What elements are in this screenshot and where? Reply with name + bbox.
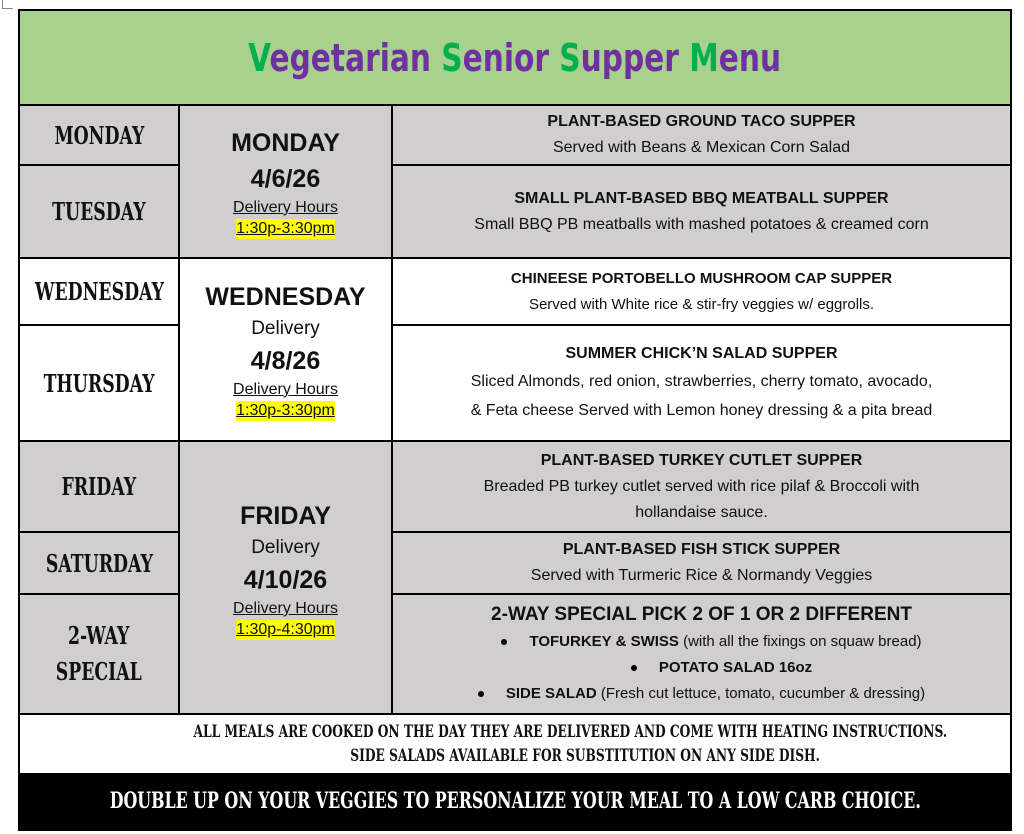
bullet-icon	[478, 691, 484, 697]
bullet-icon	[501, 639, 507, 645]
menu-table	[18, 9, 1012, 831]
special-item: TOFURKEY & SWISS (with all the fixings on squaw bread)	[501, 629, 921, 655]
day-monday: MONDAY	[20, 106, 180, 166]
delivery-day: WEDNESDAY	[205, 282, 366, 311]
delivery-label: Delivery	[251, 317, 320, 339]
delivery-hours-label: Delivery Hours	[233, 599, 338, 617]
document-corner-mark	[2, 0, 13, 9]
delivery-hours-label: Delivery Hours	[233, 198, 338, 216]
meal-friday	[393, 442, 1010, 533]
delivery-date: 4/6/26	[250, 164, 321, 193]
meal-wednesday	[393, 259, 1010, 326]
delivery-label: Delivery	[251, 536, 320, 558]
day-friday: FRIDAY	[20, 442, 180, 533]
meal-2way-special	[393, 595, 1010, 715]
title-rest-4: enu	[719, 35, 782, 80]
delivery-hours-label: Delivery Hours	[233, 380, 338, 398]
day-tuesday: TUESDAY	[20, 166, 180, 259]
title-cap-4: M	[689, 35, 720, 80]
meal-title: SMALL PLANT-BASED BBQ MEATBALL SUPPER	[514, 189, 889, 207]
special-item: POTATO SALAD 16oz	[631, 655, 812, 681]
delivery-day: MONDAY	[231, 128, 340, 157]
meal-description-line1: Sliced Almonds, red onion, strawberries, cherry tomato, avocado,	[470, 373, 933, 390]
title-cap-3: S	[559, 35, 582, 80]
meal-title: CHINEESE PORTOBELLO MUSHROOM CAP SUPPER	[510, 269, 893, 287]
bullet-icon	[631, 665, 637, 671]
meal-description: Served with Beans & Mexican Corn Salad	[552, 139, 851, 156]
heating-notice	[20, 715, 1010, 775]
notice-line1: ALL MEALS ARE COOKED ON THE DAY THEY ARE DELIVERED AND COME WITH HEATING INSTRUCTIONS.	[193, 722, 947, 742]
meal-title: SUMMER CHICK’N SALAD SUPPER	[565, 345, 838, 362]
footer-text: DOUBLE UP ON YOUR VEGGIES TO PERSONALIZE YOUR MEAL TO A LOW CARB CHOICE.	[109, 788, 921, 814]
title-rest-1: egetarian	[269, 35, 442, 80]
meal-title: PLANT-BASED TURKEY CUTLET SUPPER	[540, 451, 863, 469]
delivery-hours: 1:30p-4:30pm	[236, 620, 335, 638]
delivery-hours: 1:30p-3:30pm	[236, 219, 335, 237]
meal-description: Served with Turmeric Rice & Normandy Veggies	[530, 567, 873, 584]
notice-line2: SIDE SALADS AVAILABLE FOR SUBSTITUTION ON ANY SIDE DISH.	[350, 746, 820, 766]
meal-title: PLANT-BASED FISH STICK SUPPER	[562, 541, 841, 558]
meal-thursday	[393, 326, 1010, 442]
meal-tuesday	[393, 166, 1010, 259]
meal-description-line2: hollandaise sauce.	[635, 503, 768, 521]
meal-description: Served with White rice & stir-fry veggies w/ eggrolls.	[528, 295, 875, 313]
meal-description-line2: & Feta cheese Served with Lemon honey dressing & a pita bread	[470, 402, 933, 419]
day-saturday: SATURDAY	[20, 533, 180, 595]
title-rest-2: enior	[463, 35, 560, 80]
delivery-friday	[180, 442, 393, 715]
title-rest-3: upper	[581, 35, 690, 80]
meal-monday	[393, 106, 1010, 166]
delivery-date: 4/10/26	[243, 565, 328, 594]
day-wednesday: WEDNESDAY	[20, 259, 180, 326]
meal-title: PLANT-BASED GROUND TACO SUPPER	[547, 113, 856, 130]
delivery-date: 4/8/26	[250, 346, 321, 375]
day-2way-special: 2-WAY SPECIAL	[20, 595, 180, 715]
meal-description-line1: Breaded PB turkey cutlet served with rice pilaf & Broccoli with	[483, 477, 920, 495]
delivery-hours: 1:30p-3:30pm	[236, 401, 335, 419]
meal-saturday	[393, 533, 1010, 595]
delivery-wednesday	[180, 259, 393, 442]
menu-title	[20, 11, 1010, 106]
special-title: 2-WAY SPECIAL PICK 2 OF 1 OR 2 DIFFERENT	[491, 604, 912, 625]
day-thursday: THURSDAY	[20, 326, 180, 442]
meal-description: Small BBQ PB meatballs with mashed potatoes & creamed corn	[474, 215, 929, 233]
delivery-day: FRIDAY	[240, 501, 331, 530]
title-cap-2: S	[441, 35, 464, 80]
delivery-monday	[180, 106, 393, 259]
title-cap-1: V	[248, 35, 270, 80]
footer-banner	[20, 773, 1010, 829]
special-item: SIDE SALAD (Fresh cut lettuce, tomato, cucumber & dressing)	[478, 681, 925, 707]
